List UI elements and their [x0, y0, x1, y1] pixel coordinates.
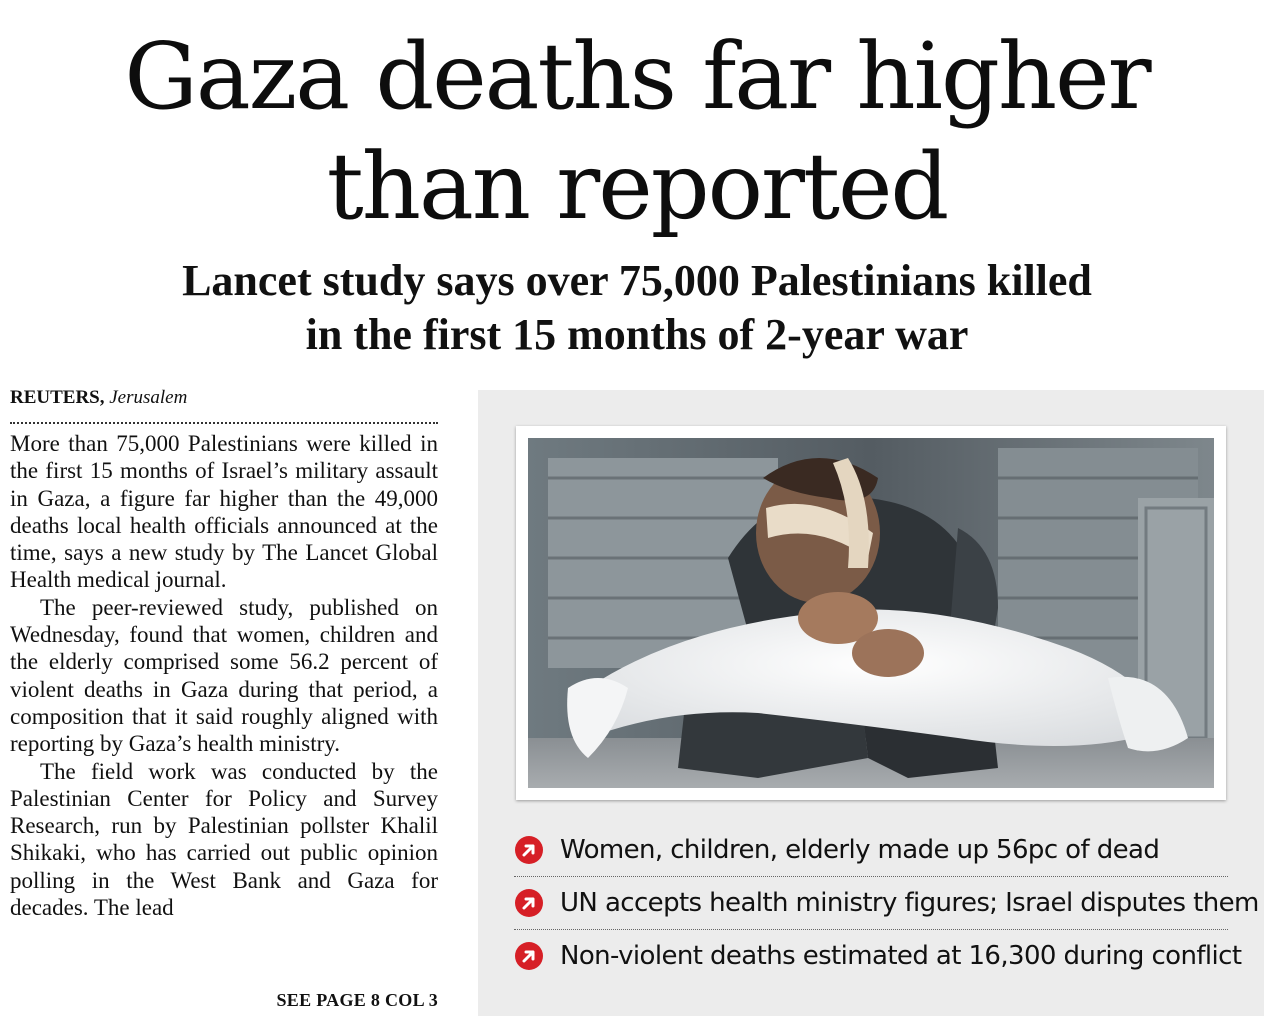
- byline-agency: REUTERS,: [10, 387, 105, 408]
- key-point-item: [514, 824, 1228, 877]
- news-photo: [528, 438, 1214, 788]
- arrow-circle-icon: [514, 835, 544, 865]
- subheadline-line-1: Lancet study says over 75,000 Palestinians killed: [182, 256, 1092, 305]
- headline-line-1: Gaza deaths far higher: [124, 23, 1150, 130]
- arrow-circle-icon: [514, 888, 544, 918]
- key-points-list: [514, 824, 1259, 982]
- subheadline-line-2: in the first 15 months of 2-year war: [305, 310, 969, 359]
- byline: [10, 384, 438, 424]
- key-point-text: UN accepts health ministry figures; Israel disputes them: [560, 888, 1259, 918]
- key-point-text: Non-violent deaths estimated at 16,300 during conflict: [560, 941, 1242, 971]
- key-point-text: Women, children, elderly made up 56pc of dead: [560, 835, 1160, 865]
- subheadline: [0, 254, 1274, 362]
- story-paragraph-1: More than 75,000 Palestinians were killed in the first 15 months of Israel’s military assault in Gaza, a figure far higher than the 49,000 deaths local health officials announced at the time, says a new study by The Lancet Global Health medical journal.: [10, 431, 438, 593]
- photo-illustration: [528, 438, 1214, 788]
- key-point-item: [514, 877, 1259, 930]
- photo-frame: [516, 426, 1226, 800]
- story-paragraph-3: The field work was conducted by the Palestinian Center for Policy and Survey Research, run by Palestinian pollster Khalil Shikaki, who has carried out public opinion polling in the West Bank and Gaza for decades. The lead: [10, 758, 438, 921]
- headline: [0, 22, 1274, 242]
- headline-line-2: than reported: [326, 133, 948, 240]
- byline-dateline: Jerusalem: [109, 387, 188, 408]
- story-paragraph-2: The peer-reviewed study, published on Wednesday, found that women, children and the elderly comprised some 56.2 percent of violent deaths in Gaza during that period, a composition that it said roughly aligned with reporting by Gaza’s health ministry.: [10, 594, 438, 757]
- photo-panel: [478, 390, 1264, 1016]
- arrow-circle-icon: [514, 941, 544, 971]
- continued-jump-line: SEE PAGE 8 COL 3: [276, 990, 438, 1010]
- key-point-item: [514, 930, 1242, 982]
- story-column: [10, 384, 438, 921]
